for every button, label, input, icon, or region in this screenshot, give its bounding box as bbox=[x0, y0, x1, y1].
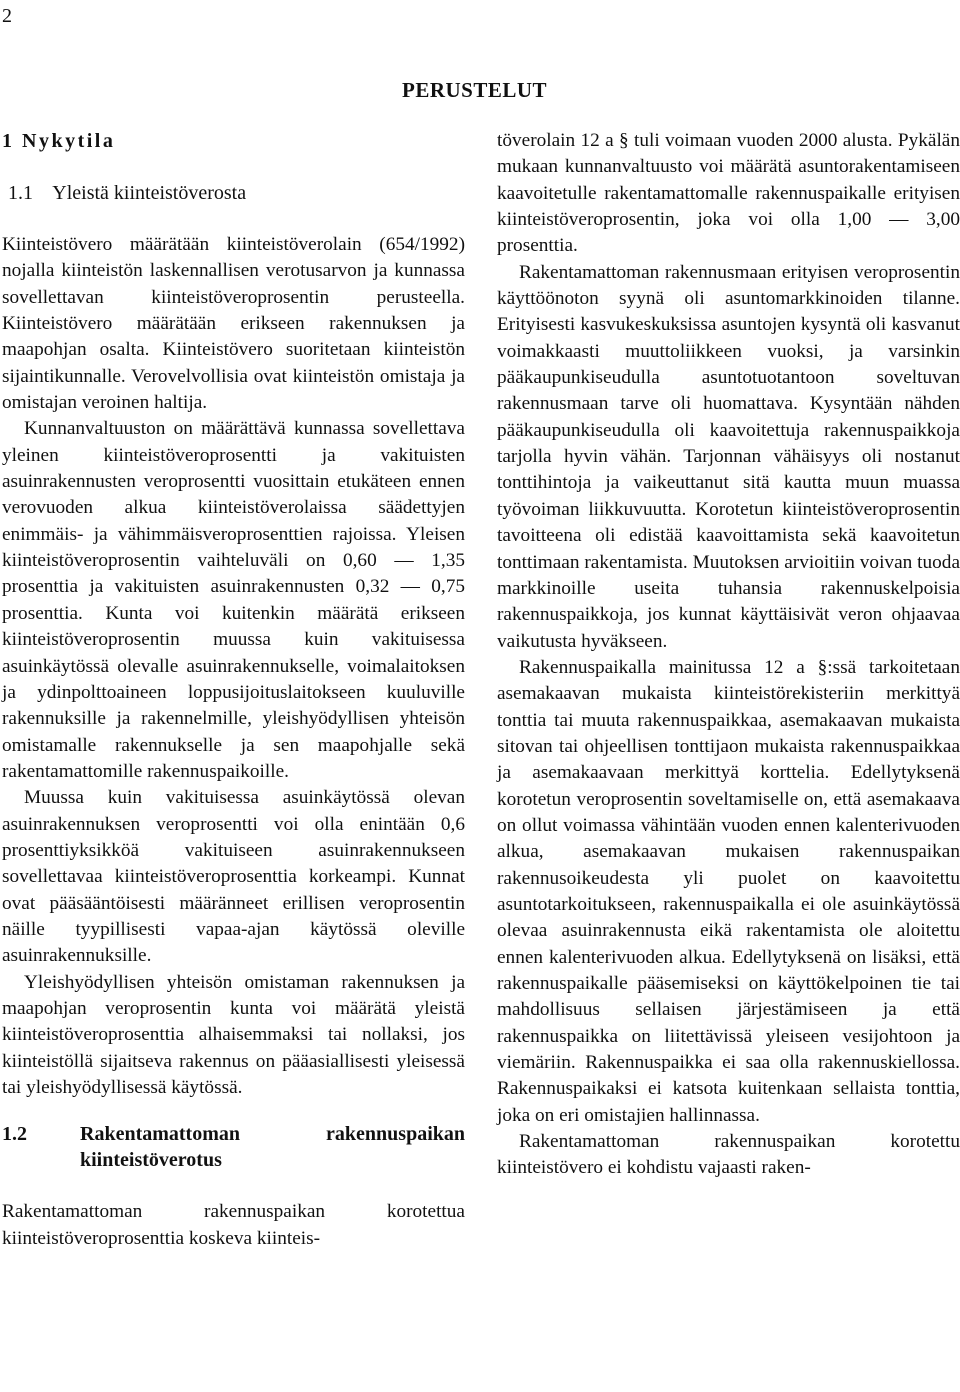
paragraph: Rakentamattoman rakennuspaikan korotettu kiinteistövero ei kohdistu vajaasti raken- bbox=[497, 1131, 960, 1179]
page-number: 2 bbox=[2, 5, 12, 27]
paragraph: Kiinteistövero määrätään kiinteistöverolain (654/1992) nojalla kiinteistön laskennallisen verotusarvon ja kunnassa sovellettavan kiinteistöveroprosentin perusteella. Kiinteistövero määrätään erikseen rakennuksen ja maapohjan osalta. Kiinteistövero suoritetaan kiinteistön sijaintikunnalle. Verovelvollisia ovat kiinteistön omistaja ja omistajan veroinen haltija. bbox=[2, 234, 465, 414]
heading-nykytila: 1 Nykytila bbox=[2, 130, 116, 152]
heading-title: Rakentamattoman rakennuspaikan kiinteistöverotus bbox=[80, 1123, 465, 1172]
paragraph: Rakennuspaikalla mainitussa 12 a §:ssä tarkoitetaan asemakaavan mukaista kiinteistörekisteriin merkittyä tonttia tai muuta rakennuspaikkaa, asemakaavan mukaista sitovan tai ohjeellisen tonttijaon mukaista rakennuspaikkaa ja asemakaavaan merkittyä korttelia. Edellytyksenä korotetun veroprosentin soveltamiselle on, että asemakaava on ollut voimassa vähintään vuoden ennen kalenterivuoden alkua, asemakaavan mukaisen rakennuspaikan rakennusoikeudesta yli puolet on kaavoitettu asuntotarkoitukseen, rakennuspaikalla ei ole asuinkäytössä olevaa asuinrakennusta eikä rakentamista ole aloitettu ennen kalenterivuoden alkua. Edellytyksenä on lisäksi, että rakennuspaikalle pääsemiseksi on käyttökelpoinen tie tai mahdollisuus sellaisen järjestämiseen ja että rakennuspaikka on liitettävissä yleiseen vesijohtoon ja viemäriin. Rakennuspaikka ei saa olla rakennuskiellossa. Rakennuspaikaksi ei katsota kuitenkaan sellaista tonttia, joka on eri omistajien hallinnassa. bbox=[497, 656, 960, 1126]
section-heading: PERUSTELUT bbox=[402, 78, 548, 102]
heading-number: 1.1 bbox=[8, 182, 33, 204]
heading-title: Yleistä kiinteistöverosta bbox=[52, 182, 247, 204]
left-column bbox=[2, 128, 465, 1252]
paragraph: Rakentamattoman rakennusmaan erityisen veroprosentin käyttöönoton syynä oli asuntomarkkinoiden tilanne. Erityisesti kasvukeskuksissa asuntojen kysyntä oli kasvanut voimakkaasti muuttoliikkeen vuoksi, ja varsinkin pääkaupunkiseudulla asuntotuotantoon soveltuvan rakennusmaan tarve oli huomattava. Kysyntään nähden pääkaupunkiseudulla oli kaavoitettuja rakennuspaikkoja tarjolla hyvin vähän. Tarjonnan vähäisyys oli nostanut tonttihintoja ja vaikeuttanut sitä kautta muun muassa työvoiman liikkuvuutta. Korotetun kiinteistöveroprosentin tavoitteena oli edistää kaavoittamista sekä kaavoitetun tonttimaan rakentamista. Muutoksen arvioitiin voivan tuoda markkinoille useita tuhansia rakennuskelpoisia rakennuspaikkoja, jos kunnat käyttäisivät veron ohjaavaa vaikutusta hyväkseen. bbox=[497, 261, 960, 652]
heading-number: 1.2 bbox=[2, 1123, 27, 1146]
heading-yleista-kiinteistoverosta bbox=[2, 180, 465, 206]
right-column bbox=[497, 128, 960, 1182]
paragraph: Rakentamattoman rakennuspaikan korotettua kiinteistöveroprosenttia koskeva kiinteis- bbox=[2, 1201, 465, 1249]
paragraph: töverolain 12 a § tuli voimaan vuoden 2000 alusta. Pykälän mukaan kunnanvaltuusto voi määrätä asuntorakentamiseen kaavoitetulle rakentamattomalle rakennuspaikalle erityisen kiinteistöveroprosentin, joka voi olla 1,00 — 3,00 prosenttia. bbox=[497, 130, 960, 257]
paragraph: Yleishyödyllisen yhteisön omistaman rakennuksen ja maapohjan veroprosentin kunta voi määrätä yleistä kiinteistöveroprosenttia alhaisemmaksi tai nollaksi, jos kiinteistöllä sijaitseva rakennus on pääasiallisesti yleisessä tai yleishyödyllisessä käytössä. bbox=[2, 971, 465, 1098]
paragraph: Kunnanvaltuuston on määrättävä kunnassa sovellettava yleinen kiinteistöveroprosentti ja vakituisten asuinrakennusten veroprosentti vuosittain etukäteen ennen verovuoden alkua kiinteistöverolaissa säädettyjen enimmäis- ja vähimmäisveroprosenttien rajoissa. Yleisen kiinteistöveroprosentin vaihteluväli on 0,60 — 1,35 prosenttia ja vakituisten asuinrakennusten 0,32 — 0,75 prosenttia. Kunta voi kuitenkin määrätä erikseen kiinteistöveroprosentin muussa kuin vakituisessa asuinkäytössä olevalle asuinrakennukselle, voimalaitoksen ja ydinpolttoaineen loppusijoituslaitokseen kuuluville rakennuksille ja rakennelmille, yleishyödyllisen yhteisön omistamalle rakennukselle ja sen maapohjalle sekä rakentamattomille rakennuspaikoille. bbox=[2, 418, 465, 782]
paragraph: Muussa kuin vakituisessa asuinkäytössä olevan asuinrakennuksen veroprosentti voi olla enintään 0,6 prosenttiyksikköä vakituiseen asuinrakennukseen sovellettavaa kiinteistöveroprosenttia korkeampi. Kunnat ovat pääsääntöisesti määränneet erillisen veroprosentin näille tyypillisesti vapaa-ajan käytössä oleville asuinrakennuksille. bbox=[2, 787, 465, 967]
heading-rakentamattoman-rakennuspaikan bbox=[2, 1121, 465, 1173]
